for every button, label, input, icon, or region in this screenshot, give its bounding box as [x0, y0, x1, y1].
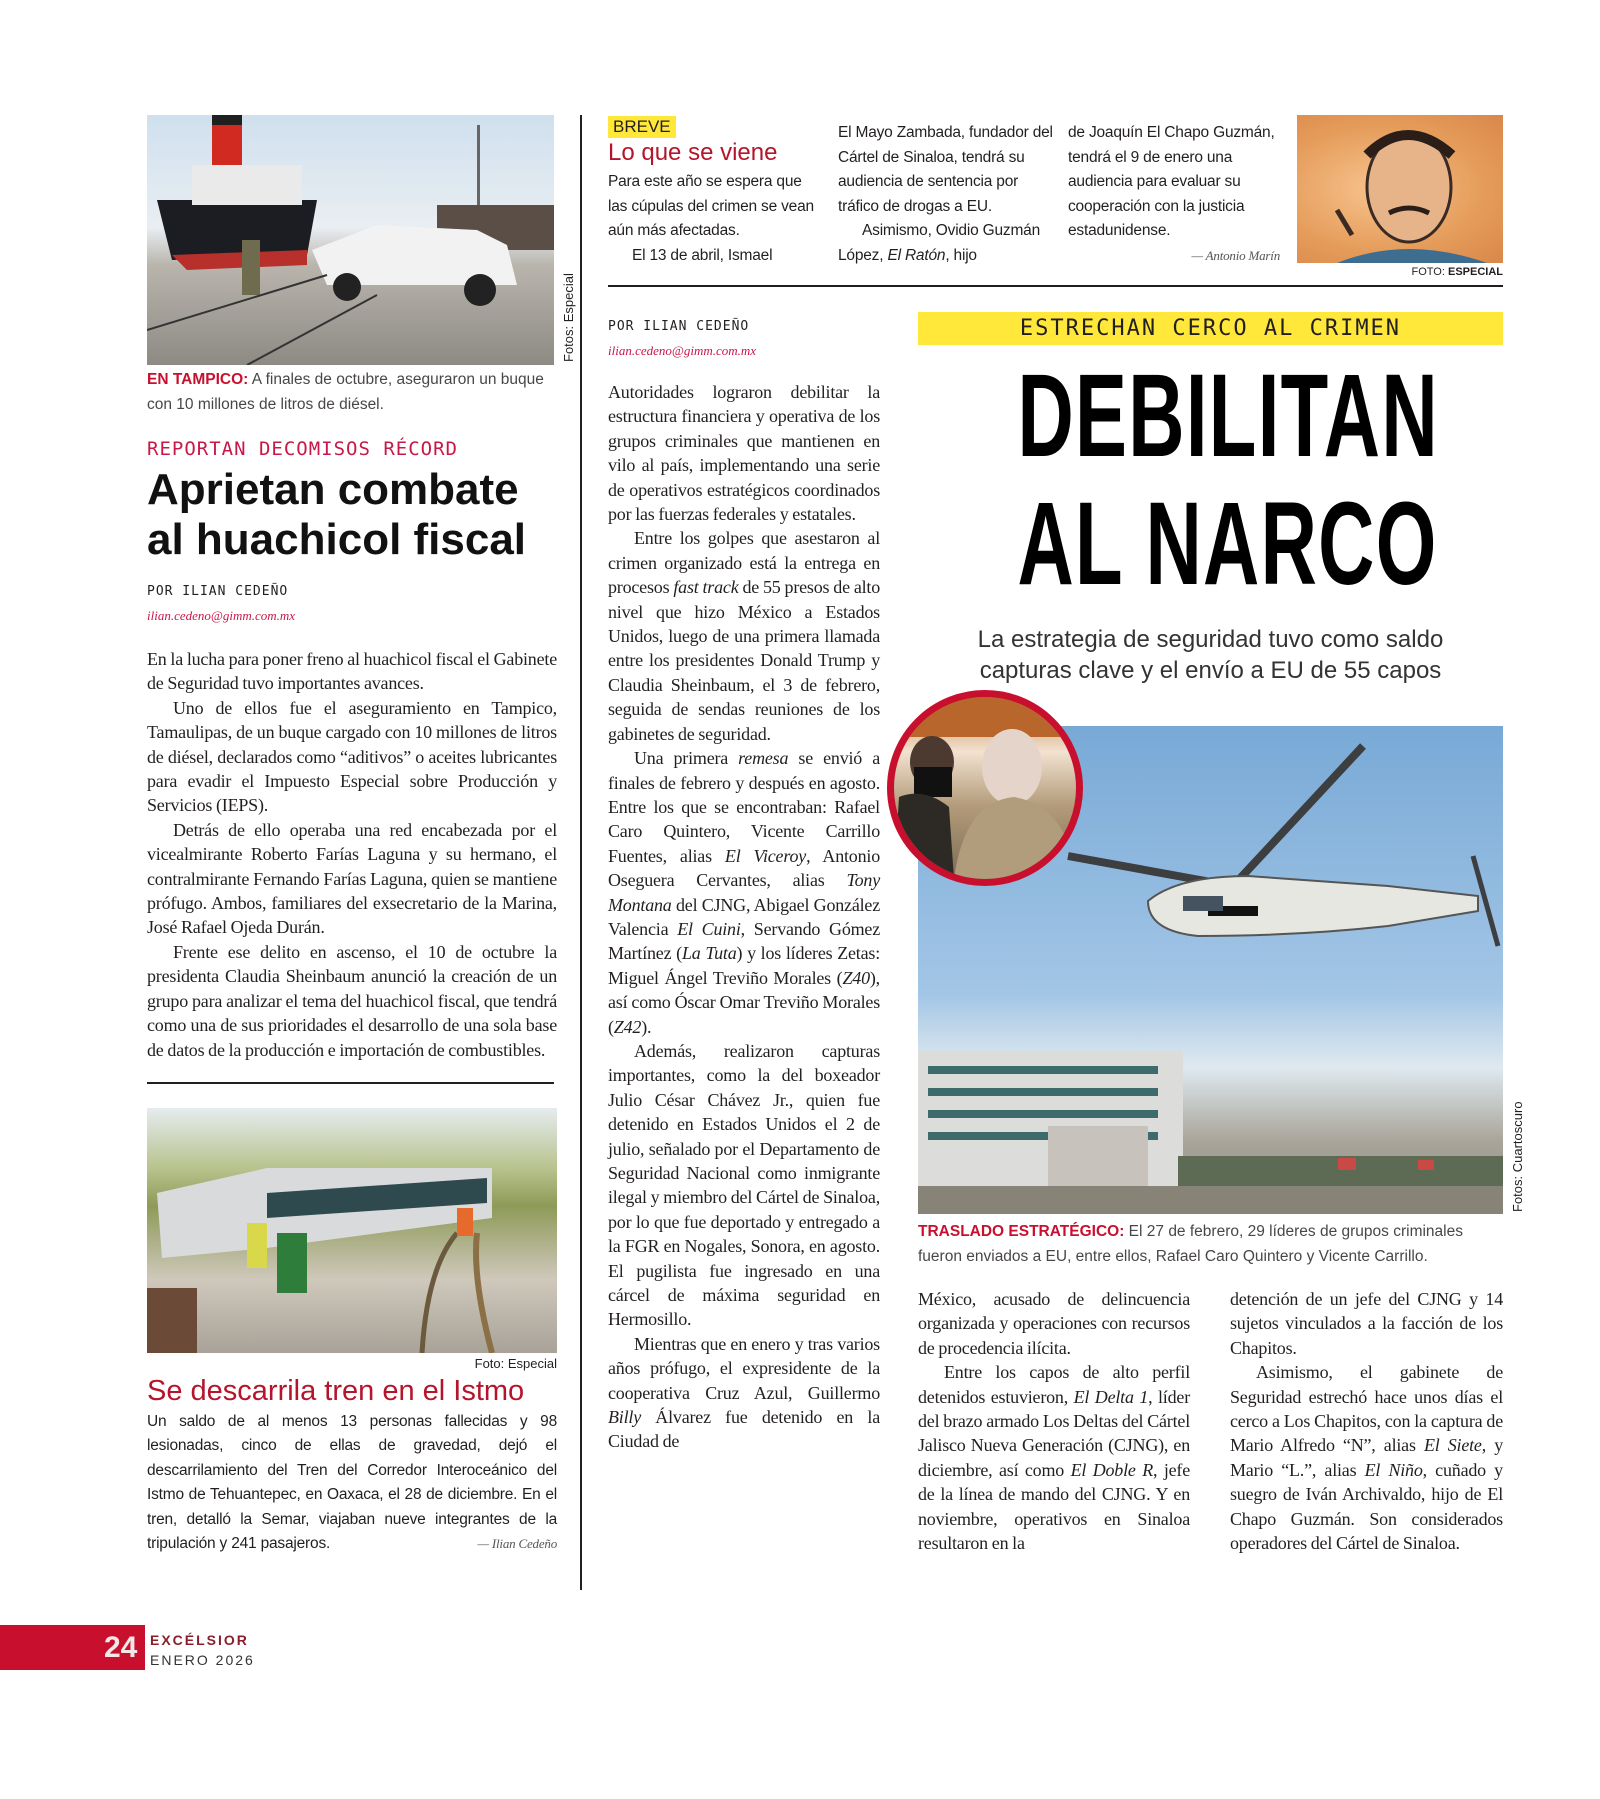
- breve-photo-credit-source: ESPECIAL: [1447, 266, 1503, 278]
- text-run: , Servando Gómez Martínez (: [608, 918, 880, 964]
- main-byline: POR ILIAN CEDEÑO: [608, 319, 750, 334]
- italic-run: El Viceroy: [724, 845, 807, 866]
- text-run: ), así como Óscar Omar Treviño Morales (: [608, 967, 880, 1037]
- train-photo-credit: Foto: Especial: [474, 1355, 557, 1371]
- huachicol-body: [147, 647, 557, 1062]
- text-run: , y Mario “L.”, alias: [1230, 1435, 1503, 1480]
- text-run: Mientras que en enero y tras varios años prófugo, el expresidente de la cooperativa Cruz Azul, Guillermo: [608, 1333, 880, 1403]
- huachicol-paragraph: Detrás de ello operaba una red encabezada por el vicealmirante Roberto Farías Laguna y su hermano, el contralmirante Fernando Farías Laguna, quien se mantiene prófugo. Ambos, familiares del exsecretario de la Marina, José Rafael Ojeda Durán.: [147, 819, 557, 938]
- main-right-block: [918, 312, 1525, 1555]
- breve-signature: — Antonio Marín: [1191, 247, 1280, 263]
- breve-tag: BREVE: [608, 116, 676, 138]
- huachicol-paragraph: Uno de ellos fue el aseguramiento en Tampico, Tamaulipas, de un buque cargado con 10 millones de litros de diésel, declarados como “aditivos” o aceites lubricantes para evadir el Impuesto Especial sobre Producción y Servicios (IEPS).: [147, 697, 557, 816]
- breve-bottom-rule: [608, 285, 1503, 287]
- train-body: [147, 1410, 557, 1557]
- text-run: ).: [641, 1016, 652, 1037]
- italic-run: Tony Montana: [608, 870, 880, 915]
- huachicol-kicker: REPORTAN DECOMISOS RÉCORD: [147, 438, 458, 460]
- main-column-1-wrapper: [608, 318, 880, 1454]
- huachicol-headline-line1: Aprietan combate: [147, 465, 519, 514]
- breve-alias: El Ratón: [887, 246, 946, 264]
- train-derailment-photo: [147, 1108, 557, 1353]
- italic-run: Z40: [842, 967, 870, 988]
- huachicol-headline-line2: al huachicol fiscal: [147, 515, 527, 564]
- detainee-inset-photo: [887, 690, 1083, 886]
- train-body-text: Un saldo de al menos 13 personas fallecidas y 98 lesionadas, cinco de ellas de gravedad, dejó el descarrilamiento del Tren del Corredor Interoceánico del Istmo de Tehuantepec, en Oaxaca, el 28 de diciembre. En el tren, detalló la Semar, viajaban nueve integrantes de la tripulación y 241 pasajeros.: [147, 1412, 557, 1553]
- text-run: , jefe de la línea de mando del CJNG. Y en noviembre, operativos en Sinaloa resultaron en la: [918, 1459, 1191, 1554]
- text-run: , Antonio Oseguera Cervantes, alias: [608, 845, 880, 891]
- huachicol-paragraph: En la lucha para poner freno al huachicol fiscal el Gabinete de Seguridad tuvo importantes avances.: [147, 649, 557, 694]
- breve-photo-credit-label: FOTO:: [1411, 266, 1448, 278]
- breve-column-2: [838, 121, 1053, 268]
- huachicol-headline: [147, 465, 559, 565]
- main-deck: [918, 624, 1503, 686]
- main-headline: [918, 352, 1503, 608]
- italic-run: El Cuini: [677, 918, 741, 939]
- text-run: del CJNG, Abigael González Valencia: [608, 894, 880, 939]
- page-number: 24: [104, 1631, 138, 1664]
- breve-paragraph: El 13 de abril, Ismael: [632, 246, 773, 264]
- main-paragraph: [1230, 1360, 1503, 1555]
- breve-title: Lo que se viene: [608, 139, 778, 166]
- text-run: de 55 presos de alto nivel que hizo México a Estados Unidos, luego de una primera llamada entre los presidentes Donald Trump y Claudia Sheinbaum, el 3 de febrero, seguida de sendas reuniones de los gabinetes de seguridad.: [608, 577, 881, 744]
- italic-run: Z42: [613, 1016, 642, 1037]
- tampico-photo-credit: Fotos: Especial: [561, 273, 576, 362]
- main-paragraph: Autoridades lograron debilitar la estructura financiera y operativa de los grupos criminales que mantienen en vilo al país, implementando una serie de operativos estratégicos coordinados por las fuerzas federales y estatales.: [608, 382, 880, 525]
- main-paragraph: [608, 1332, 880, 1454]
- italic-run: El Delta 1: [1073, 1386, 1149, 1407]
- train-signature: — Ilian Cedeño: [477, 1536, 557, 1552]
- main-headline-line1: DEBILITAN: [1017, 350, 1439, 482]
- huachicol-paragraph: Frente ese delito en ascenso, el 10 de octubre la presidenta Claudia Sheinbaum anunció la creación de un grupo para analizar el tema del huachicol fiscal, que tendrá como una de sus prioridades el desarrollo de una sola base de datos de la producción e importación de combustibles.: [147, 941, 557, 1060]
- breve-paragraph: [838, 219, 1053, 268]
- tampico-caption: [147, 367, 559, 417]
- main-lower-columns: [918, 1287, 1503, 1555]
- publication-date: ENERO 2026: [150, 1652, 255, 1668]
- italic-run: fast track: [673, 577, 739, 598]
- helicopter-caption-label: TRASLADO ESTRATÉGICO:: [918, 1223, 1125, 1240]
- text-run: Entre los golpes que asestaron al crimen organizado está la entrega en procesos: [608, 528, 880, 598]
- helicopter-photo-credit: Fotos: Cuartoscuro: [1510, 1101, 1525, 1212]
- train-headline: Se descarrila tren en el Istmo: [147, 1374, 525, 1407]
- huachicol-byline: POR ILIAN CEDEÑO: [147, 584, 289, 599]
- breve-photo-credit: [1297, 265, 1503, 279]
- text-run: , cuñado y suegro de Iván Archivaldo, hijo de El Chapo Guzmán. Son considerados operadores del Cártel de Sinaloa.: [1230, 1459, 1503, 1554]
- left-column: [147, 115, 559, 1557]
- text-run: Una primera: [634, 748, 739, 769]
- main-headline-line2: AL NARCO: [1017, 478, 1438, 610]
- breve-paragraph: El Mayo Zambada, fundador del Cártel de Sinaloa, tendrá su audiencia de sentencia por tráfico de drogas a EU.: [838, 124, 1053, 215]
- italic-run: El Doble R: [1070, 1459, 1154, 1480]
- tampico-ship-photo: [147, 115, 554, 365]
- main-column-3: [1230, 1287, 1503, 1555]
- italic-run: El Niño: [1364, 1459, 1423, 1480]
- text-run: ) y los líderes Zetas: Miguel Ángel Treviño Morales (: [608, 943, 880, 988]
- text-run: , líder del brazo armado Los Deltas del Cártel Jalisco Nueva Generación (CJNG), en diciembre, así como: [918, 1386, 1190, 1480]
- breve-text: , hijo: [945, 246, 977, 264]
- main-paragraph: México, acusado de delincuencia organizada y operaciones con recursos de procedencia ilícita.: [918, 1289, 1190, 1358]
- left-section-divider: [147, 1082, 554, 1084]
- italic-run: Billy: [608, 1407, 641, 1428]
- tampico-caption-label: EN TAMPICO:: [147, 371, 249, 388]
- main-column-1: [608, 380, 880, 1454]
- helicopter-caption: [918, 1219, 1503, 1269]
- courtroom-sketch-image: [1297, 115, 1503, 263]
- huachicol-email[interactable]: ilian.cedeno@gimm.com.mx: [147, 608, 296, 623]
- main-email[interactable]: ilian.cedeno@gimm.com.mx: [608, 343, 757, 358]
- main-paragraph: [608, 746, 880, 1039]
- breve-paragraph: Para este año se espera que las cúpulas del crimen se vean aún más afectadas.: [608, 173, 814, 239]
- main-column-2: [918, 1287, 1190, 1555]
- breve-paragraph: de Joaquín El Chapo Guzmán, tendrá el 9 de enero una audiencia para evaluar su cooperación con la justicia estadunidense.: [1068, 124, 1275, 239]
- breve-column-1: [608, 170, 818, 268]
- italic-run: remesa: [738, 748, 789, 769]
- text-run: se envió a finales de febrero y después en agosto. Entre los que se encontraban: Rafael Caro Quintero, Vicente Carrillo Fuentes, alias: [608, 748, 880, 866]
- main-deck-line1: La estrategia de seguridad tuvo como saldo: [977, 626, 1444, 653]
- breve-text: Asimismo, Ovidio Guzmán López,: [838, 222, 1041, 264]
- text-run: Entre los capos de alto perfil detenidos estuvieron,: [918, 1362, 1190, 1407]
- italic-run: El Siete: [1423, 1435, 1482, 1456]
- main-deck-line2: capturas clave y el envío a EU de 55 capos: [979, 657, 1442, 684]
- text-run: Asimismo, el gabinete de Seguridad estrechó hace unos días el cerco a Los Chapitos, con la captura de Mario Alfredo “N”, alias: [1230, 1362, 1503, 1456]
- main-paragraph: [918, 1360, 1190, 1555]
- main-paragraph: Además, realizaron capturas importantes, como la del boxeador Julio César Chávez Jr., quien fue detenido en Estados Unidos el 2 de julio, señalado por el Departamento de Seguridad Nacional como inmigrante ilegal y miembro del Cártel de Sinaloa, por lo que fue deportado y entregado a la FGR en Nogales, Sonora, en agosto. El pugilista fue ingresado en una cárcel de máxima seguridad en Hermosillo.: [608, 1040, 880, 1330]
- main-paragraph: detención de un jefe del CJNG y 14 sujetos vinculados a la facción de los Chapitos.: [1230, 1289, 1503, 1358]
- breve-column-3: [1068, 121, 1280, 266]
- helicopter-caption-text: El 27 de febrero, 29 líderes de grupos criminales fueron enviados a EU, entre ellos, Rafael Caro Quintero y Vicente Carrillo.: [918, 1223, 1463, 1265]
- column-divider: [580, 115, 582, 1590]
- main-kicker: ESTRECHAN CERCO AL CRIMEN: [918, 312, 1503, 345]
- text-run: Álvarez fue detenido en la Ciudad de: [608, 1407, 880, 1452]
- italic-run: La Tuta: [681, 943, 737, 964]
- tampico-caption-text: A finales de octubre, aseguraron un buque con 10 millones de litros de diésel.: [147, 371, 544, 413]
- main-paragraph: [608, 526, 880, 746]
- publication-name: EXCÉLSIOR: [150, 1632, 249, 1648]
- helicopter-photo-frame: [918, 726, 1525, 1214]
